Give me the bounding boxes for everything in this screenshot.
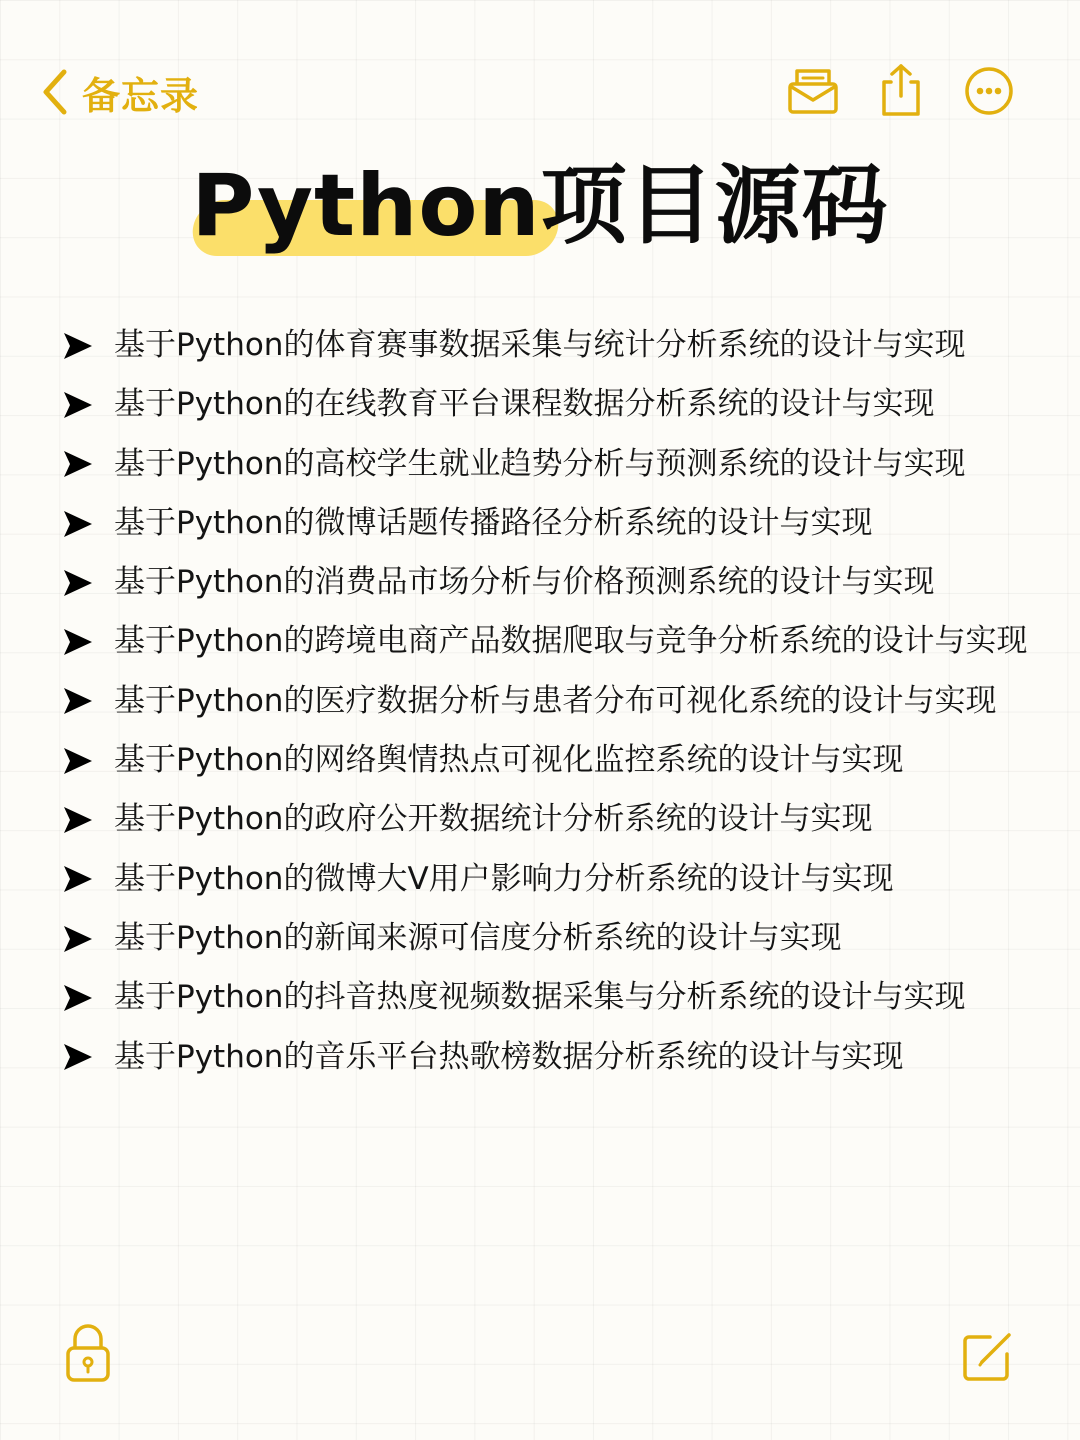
bullet-arrow-icon bbox=[64, 850, 114, 909]
bullet-arrow-icon bbox=[64, 316, 114, 375]
back-button[interactable] bbox=[40, 64, 199, 120]
list-item bbox=[64, 1028, 1034, 1087]
mail-icon[interactable] bbox=[784, 62, 842, 120]
chevron-left-icon bbox=[40, 66, 70, 118]
note-list bbox=[64, 316, 1034, 1087]
bullet-arrow-icon bbox=[64, 612, 114, 671]
bullet-arrow-icon bbox=[64, 968, 114, 1027]
list-item-text: 基于Python的体育赛事数据采集与统计分析系统的设计与实现 bbox=[114, 327, 966, 363]
list-item-text: 基于Python的新闻来源可信度分析系统的设计与实现 bbox=[114, 919, 842, 956]
list-item-text: 基于Python的音乐平台热歌榜数据分析系统的设计与实现 bbox=[114, 1038, 904, 1075]
list-item bbox=[64, 494, 1034, 553]
list-item bbox=[64, 968, 1034, 1027]
list-item-text: 基于Python的政府公开数据统计分析系统的设计与实现 bbox=[114, 801, 873, 838]
list-item bbox=[64, 731, 1034, 790]
list-item bbox=[64, 790, 1034, 849]
list-item-text: 基于Python的医疗数据分析与患者分布可视化系统的设计与实现 bbox=[114, 682, 997, 719]
bullet-arrow-icon bbox=[64, 731, 114, 790]
list-item-text: 基于Python的在线教育平台课程数据分析系统的设计与实现 bbox=[114, 386, 935, 423]
list-item bbox=[64, 612, 1034, 671]
bullet-arrow-icon bbox=[64, 672, 114, 731]
list-item-text: 基于Python的网络舆情热点可视化监控系统的设计与实现 bbox=[114, 742, 904, 779]
list-item bbox=[64, 316, 1034, 375]
share-icon[interactable] bbox=[872, 62, 930, 120]
list-item bbox=[64, 553, 1034, 612]
list-item bbox=[64, 375, 1034, 434]
compose-icon[interactable] bbox=[960, 1328, 1016, 1384]
list-item bbox=[64, 909, 1034, 968]
lock-icon[interactable] bbox=[64, 1322, 112, 1384]
list-item-text: 基于Python的高校学生就业趋势分析与预测系统的设计与实现 bbox=[114, 445, 966, 482]
bullet-arrow-icon bbox=[64, 553, 114, 612]
list-item-text: 基于Python的微博话题传播路径分析系统的设计与实现 bbox=[114, 504, 873, 541]
bullet-arrow-icon bbox=[64, 790, 114, 849]
bullet-arrow-icon bbox=[64, 435, 114, 494]
bullet-arrow-icon bbox=[64, 1028, 114, 1087]
list-item-text: 基于Python的微博大V用户影响力分析系统的设计与实现 bbox=[114, 860, 894, 897]
more-icon[interactable] bbox=[960, 62, 1018, 120]
title-block bbox=[0, 150, 1080, 270]
back-label: 备忘录 bbox=[82, 73, 200, 118]
list-item bbox=[64, 672, 1034, 731]
list-item-text: 基于Python的跨境电商产品数据爬取与竞争分析系统的设计与实现 bbox=[114, 623, 1028, 660]
list-item-text: 基于Python的抖音热度视频数据采集与分析系统的设计与实现 bbox=[114, 979, 966, 1016]
bullet-arrow-icon bbox=[64, 375, 114, 434]
bullet-arrow-icon bbox=[64, 494, 114, 553]
bullet-arrow-icon bbox=[64, 909, 114, 968]
list-item bbox=[64, 850, 1034, 909]
page-title: Python项目源码 bbox=[191, 156, 889, 256]
list-item-text: 基于Python的消费品市场分析与价格预测系统的设计与实现 bbox=[114, 564, 935, 601]
list-item bbox=[64, 435, 1034, 494]
